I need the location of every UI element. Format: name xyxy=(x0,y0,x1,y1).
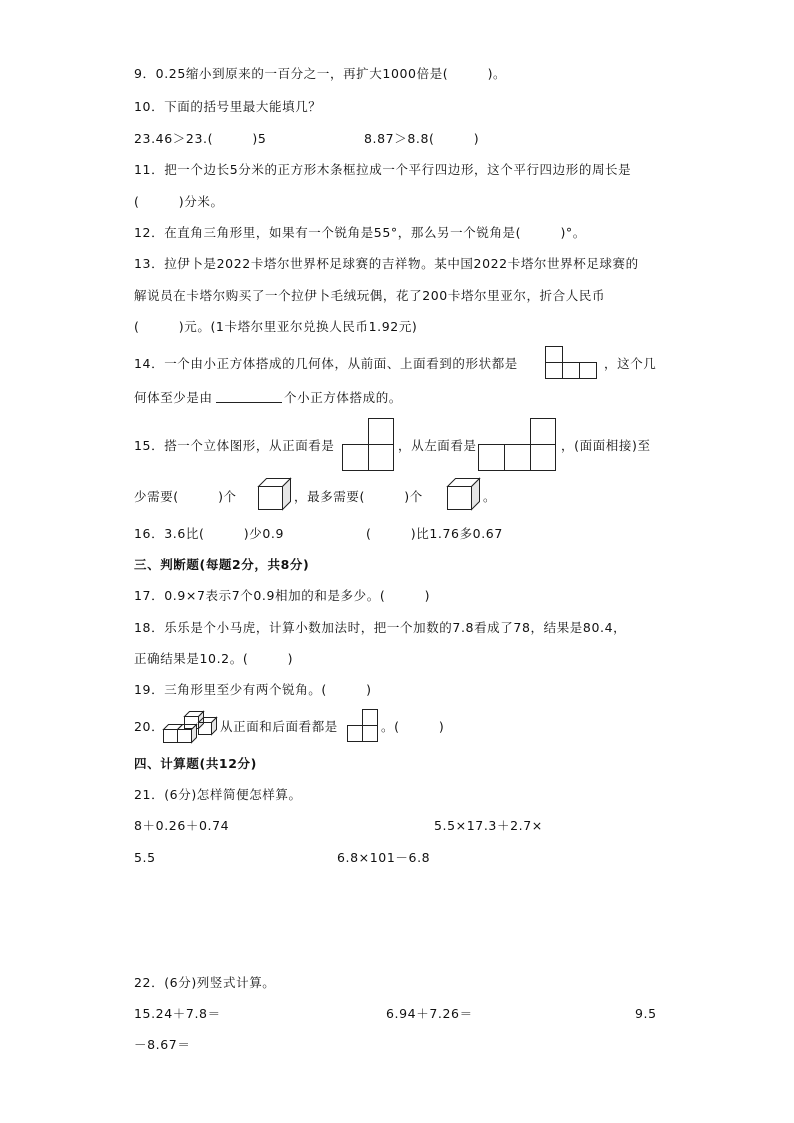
question-20-end: 。( ) xyxy=(381,719,445,734)
q15-front-top-square xyxy=(369,419,394,445)
q14-bottom-square-2 xyxy=(563,363,580,379)
cube-icon xyxy=(258,478,292,510)
section-3-heading: 三、判断题(每题2分，共8分) xyxy=(134,557,310,572)
q20-view-bottom-left xyxy=(348,726,363,742)
question-22: 22．(6分)列竖式计算。 xyxy=(134,975,276,990)
q21-expression-a: 8＋0.26＋0.74 xyxy=(134,818,230,833)
question-15-line-2-end: 。 xyxy=(483,489,497,504)
q14-bottom-square-1 xyxy=(546,363,563,379)
q14-top-square xyxy=(546,347,563,363)
question-13-line-2: 解说员在卡塔尔购买了一个拉伊卜毛绒玩偶，花了200卡塔尔里亚尔，折合人民币 xyxy=(134,288,606,303)
question-14-line-1-end: ，这个几 xyxy=(604,356,657,371)
q15-left-bottom-2 xyxy=(505,445,531,471)
question-16-part-b: ( )比1.76多0.67 xyxy=(366,526,503,541)
question-11-line-1: 11．把一个边长5分米的正方形木条框拉成一个平行四边形，这个平行四边形的周长是 xyxy=(134,162,632,177)
question-14-line-2-start: 何体至少是由 xyxy=(134,390,213,405)
question-20-text: 从正面和后面看都是 xyxy=(220,719,338,734)
cube-icon xyxy=(447,478,481,510)
question-15-line-2-start: 少需要( )个 xyxy=(134,489,237,504)
question-15-line-1-end: ，(面面相接)至 xyxy=(561,438,651,453)
question-14-line-2-end: 个小正方体搭成的。 xyxy=(284,390,402,405)
question-14-line-1-start: 14．一个由小正方体搭成的几何体，从前面、上面看到的形状都是 xyxy=(134,356,518,371)
question-16-part-a: 16．3.6比( )少0.9 xyxy=(134,526,285,541)
q22-expression-c-continued: －8.67＝ xyxy=(134,1037,191,1052)
question-9: 9．0.25缩小到原来的一百分之一，再扩大1000倍是( )。 xyxy=(134,66,507,81)
question-17: 17．0.9×7表示7个0.9相加的和是多少。( ) xyxy=(134,588,431,603)
question-12: 12．在直角三角形里，如果有一个锐角是55°，那么另一个锐角是( )°。 xyxy=(134,225,586,240)
question-15-line-2-mid: ，最多需要( )个 xyxy=(294,489,423,504)
question-21: 21．(6分)怎样简便怎样算。 xyxy=(134,787,302,802)
q14-bottom-square-3 xyxy=(580,363,597,379)
q15-front-bottom-right xyxy=(369,445,394,471)
q22-expression-c: 9.5 xyxy=(635,1006,657,1021)
section-4-heading: 四、计算题(共12分) xyxy=(134,756,257,771)
q14-answer-blank xyxy=(216,390,282,407)
q22-expression-b: 6.94＋7.26＝ xyxy=(386,1006,473,1021)
q20-cube-stack-figure xyxy=(163,708,218,744)
q15-left-top-square xyxy=(531,419,556,445)
question-10-part-b: 8.87＞8.8( ) xyxy=(364,131,480,146)
q22-expression-a: 15.24＋7.8＝ xyxy=(134,1006,221,1021)
question-10: 10．下面的括号里最大能填几？ xyxy=(134,99,322,114)
question-13-line-3: ( )元。(1卡塔尔里亚尔兑换人民币1.92元) xyxy=(134,319,418,334)
q20-view-figure xyxy=(347,709,379,743)
q15-left-bottom-1 xyxy=(479,445,505,471)
q15-left-bottom-3 xyxy=(531,445,556,471)
q20-view-top-square xyxy=(363,710,378,726)
q15-front-view-figure xyxy=(342,418,394,472)
q20-view-bottom-right xyxy=(363,726,378,742)
q15-front-bottom-left xyxy=(343,445,369,471)
question-11-line-2: ( )分米。 xyxy=(134,194,224,209)
question-15-line-1-start: 15．搭一个立体图形，从正面看是 xyxy=(134,438,335,453)
q14-shape-figure xyxy=(545,346,599,380)
question-18-line-1: 18．乐乐是个小马虎，计算小数加法时，把一个加数的7.8看成了78，结果是80.4， xyxy=(134,620,627,635)
question-13-line-1: 13．拉伊卜是2022卡塔尔世界杯足球赛的吉祥物。某中国2022卡塔尔世界杯足球赛的 xyxy=(134,256,639,271)
question-10-part-a: 23.46＞23.( )5 xyxy=(134,131,267,146)
question-19: 19．三角形里至少有两个锐角。( ) xyxy=(134,682,372,697)
question-20-number: 20． xyxy=(134,719,165,734)
question-18-line-2: 正确结果是10.2。( ) xyxy=(134,651,294,666)
question-15-line-1-mid: ，从左面看是 xyxy=(398,438,477,453)
q21-expression-b-continued: 5.5 xyxy=(134,850,156,865)
q15-left-view-figure xyxy=(478,418,556,472)
q21-expression-c: 6.8×101－6.8 xyxy=(337,850,431,865)
q21-expression-b: 5.5×17.3＋2.7× xyxy=(434,818,543,833)
